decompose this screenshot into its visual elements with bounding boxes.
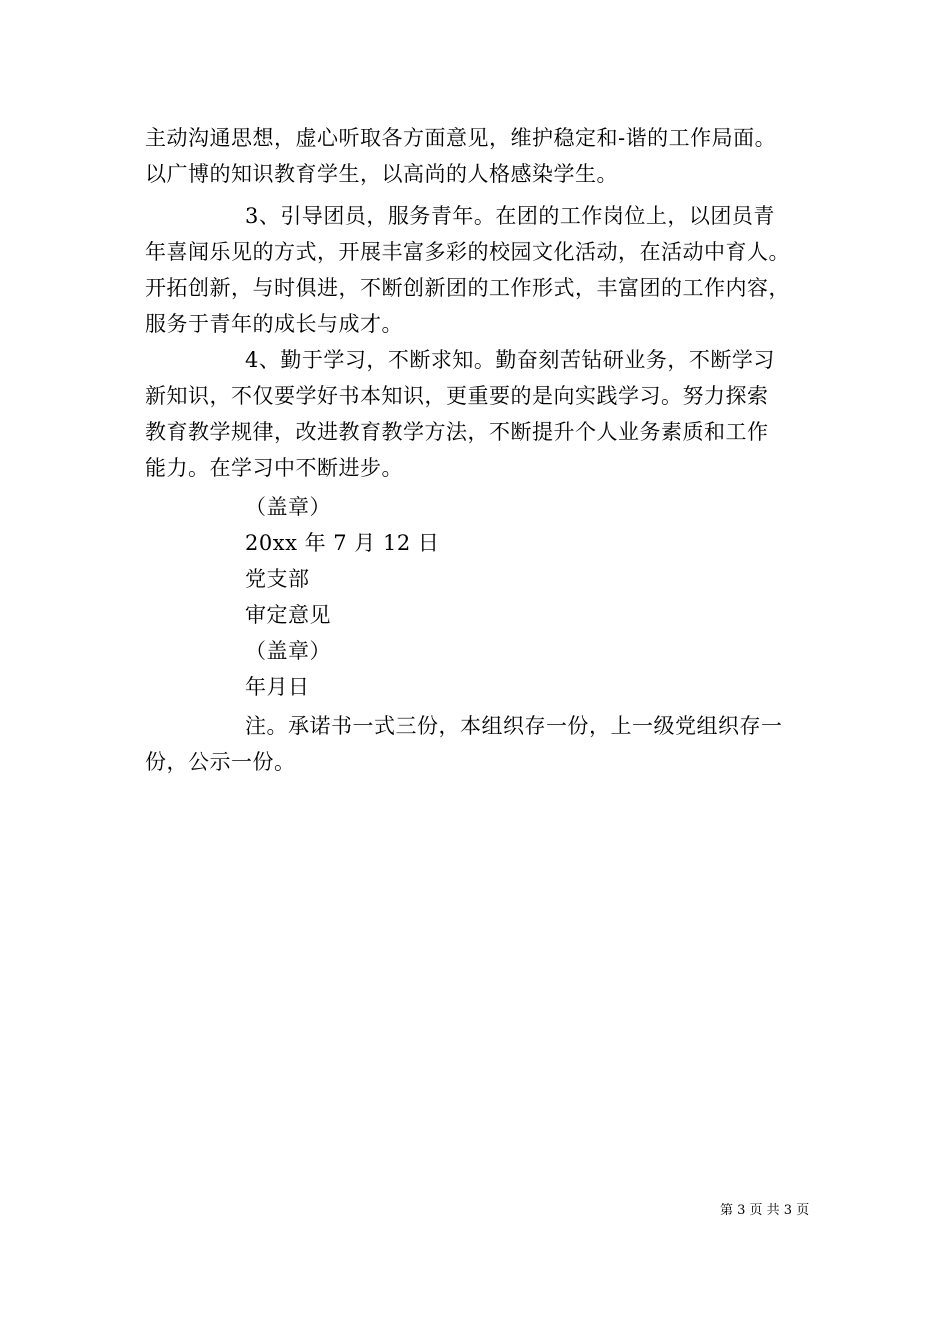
item-3-line-1: 3、引导团员，服务青年。在团的工作岗位上，以团员青	[245, 204, 775, 228]
item-4-line-3: 教育教学规律，改进教育教学方法，不断提升个人业务素质和工作	[145, 420, 769, 444]
note-line-1: 注。承诺书一式三份，本组织存一份，上一级党组织存一	[245, 714, 783, 738]
body-line-2: 以广博的知识教育学生，以高尚的人格感染学生。	[145, 162, 618, 186]
item-4-line-1: 4、勤于学习，不断求知。勤奋刻苦钻研业务，不断学习	[245, 348, 775, 372]
seal-note-2: （盖章）	[245, 639, 331, 663]
item-3-line-3: 开拓创新，与时俱进，不断创新团的工作形式，丰富团的工作内容，	[145, 276, 790, 300]
item-3-line-2: 年喜闻乐见的方式，开展丰富多彩的校园文化活动，在活动中育人。	[145, 240, 790, 264]
date-placeholder: 年月日	[245, 675, 310, 699]
review-opinion-label: 审定意见	[245, 603, 331, 627]
body-line-1: 主动沟通思想，虚心听取各方面意见，维护稳定和-谐的工作局面。	[145, 126, 777, 150]
item-4-line-2: 新知识，不仅要学好书本知识，更重要的是向实践学习。努力探索	[145, 384, 769, 408]
date-line: 20xx 年 7 月 12 日	[245, 531, 440, 555]
seal-note-1: （盖章）	[245, 495, 331, 519]
item-3-line-4: 服务于青年的成长与成才。	[145, 312, 403, 336]
page-number: 第 3 页 共 3 页	[720, 1203, 810, 1218]
note-line-2: 份，公示一份。	[145, 750, 296, 774]
item-4-line-4: 能力。在学习中不断进步。	[145, 456, 403, 480]
party-branch-label: 党支部	[245, 567, 310, 591]
